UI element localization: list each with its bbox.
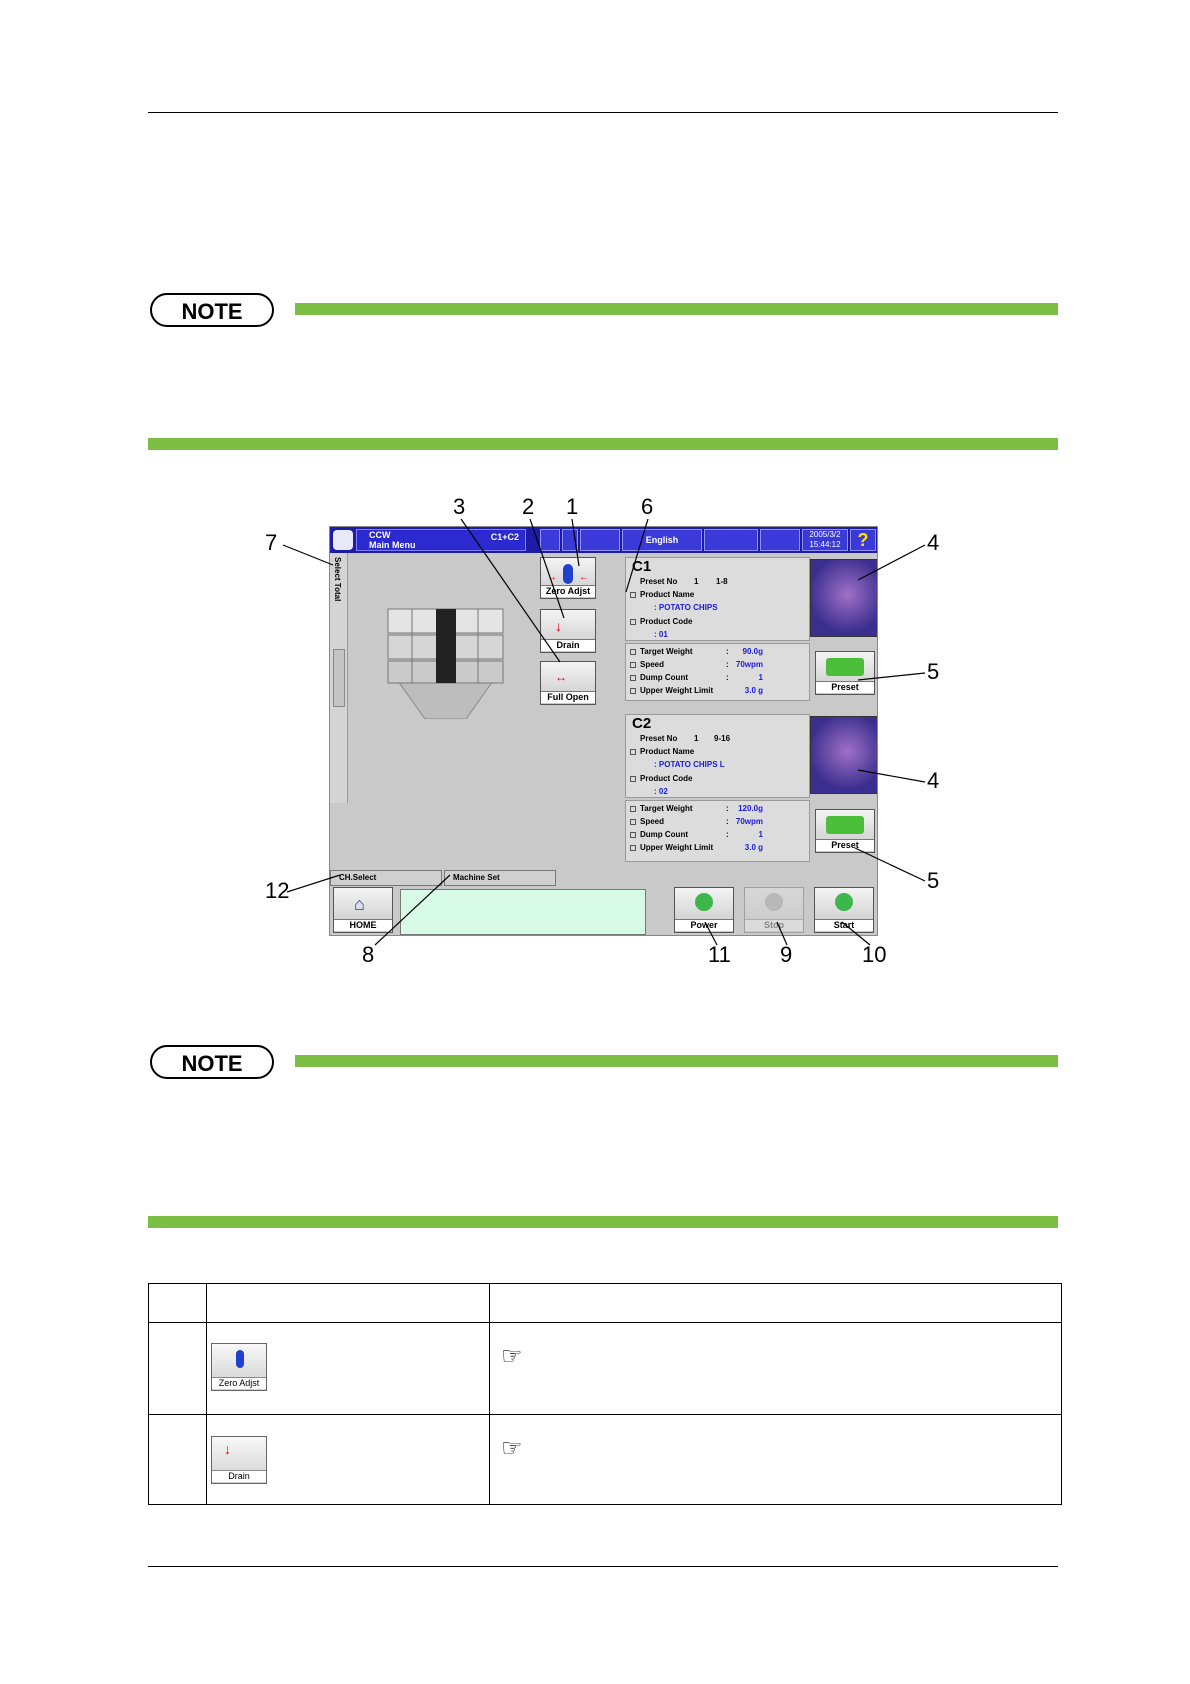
title-bar	[330, 527, 877, 553]
machine-set-tab[interactable]	[444, 870, 556, 886]
zero-adjust-icon	[236, 1350, 244, 1368]
c2-speed-label: Speed	[640, 817, 665, 826]
callout-3: 3	[453, 494, 466, 519]
stop-button[interactable]	[744, 887, 804, 933]
help-icon: ?	[857, 530, 869, 550]
time-text: 15:44:12	[809, 540, 841, 549]
c2-speed: 70wpm	[735, 817, 763, 826]
callout-6: 6	[641, 494, 654, 519]
note-bottom-bar	[148, 438, 1058, 450]
callout-4b: 4	[927, 768, 940, 793]
zero-adjust-icon	[563, 564, 573, 584]
drain-button[interactable]	[540, 609, 596, 653]
c2-target-weight-colon: :	[726, 804, 729, 813]
ch-select-tab[interactable]	[330, 870, 442, 886]
c2-preset-no: 1	[694, 734, 699, 743]
zero-adjust-label: Zero Adjst	[541, 585, 595, 597]
start-label: Start	[815, 919, 873, 931]
callout-11: 11	[708, 942, 731, 967]
language-button[interactable]	[622, 529, 702, 551]
button-description-table	[148, 1283, 1062, 1505]
c2-product-name-label: Product Name	[640, 747, 695, 756]
c2-product-name: : POTATO CHIPS L	[654, 760, 725, 769]
start-button[interactable]	[814, 887, 874, 933]
callout-9: 9	[780, 942, 793, 967]
power-icon	[695, 893, 713, 911]
footer-rule	[148, 1566, 1058, 1567]
callout-5b: 5	[927, 868, 940, 893]
drain-label: Drain	[541, 639, 595, 651]
home-icon: ⌂	[354, 894, 365, 914]
note-label-2: NOTE	[150, 1045, 274, 1079]
c2-speed-colon: :	[726, 817, 729, 826]
c2-dump-count: 1	[758, 830, 763, 839]
table-header-divider	[149, 1322, 1061, 1323]
main-menu-screenshot	[329, 526, 878, 936]
stop-label: Stop	[745, 919, 803, 931]
ch-select-label: CH.Select	[339, 873, 377, 882]
c1-preset-no: 1	[694, 577, 699, 586]
c2-product-code-label: Product Code	[640, 774, 693, 783]
c2-product-code: : 02	[654, 787, 668, 796]
c1-dump-count: 1	[758, 673, 763, 682]
table-col-divider-1	[206, 1284, 207, 1504]
c1-upper-limit-label: Upper Weight Limit	[640, 686, 714, 695]
full-open-label: Full Open	[541, 691, 595, 703]
language-label: English	[645, 535, 679, 545]
date-time	[802, 529, 848, 551]
c2-heads: 9-16	[714, 734, 731, 743]
table-row-divider	[149, 1414, 1061, 1415]
c2-preset-label: Preset	[816, 839, 874, 851]
c1-target-weight: 90.0g	[742, 647, 763, 656]
callout-4a: 4	[927, 530, 940, 555]
start-icon	[835, 893, 853, 911]
callout-10: 10	[862, 942, 887, 967]
callout-12: 12	[265, 878, 290, 903]
zero-adjust-button[interactable]: → ← Zero Adjst	[540, 557, 596, 599]
home-label: HOME	[334, 919, 392, 931]
c1-speed-label: Speed	[640, 660, 665, 669]
table-zero-adjust-label: Zero Adjst	[212, 1377, 266, 1389]
header-rule	[148, 112, 1058, 113]
screen-title-line1: CCW	[369, 530, 391, 540]
callout-8: 8	[362, 942, 375, 967]
c2-upper-limit: 3.0 g	[744, 843, 763, 852]
note-label: NOTE	[150, 293, 274, 327]
c1-preset-label: Preset	[816, 681, 874, 693]
drain-icon: ↓	[555, 618, 562, 634]
reference-hand-icon: ☞	[501, 1343, 523, 1370]
c2-name: C2	[632, 715, 652, 732]
c1-speed-colon: :	[726, 660, 729, 669]
reference-hand-icon-2: ☞	[501, 1435, 523, 1462]
c1-dump-count-colon: :	[726, 673, 729, 682]
c1-info-panel[interactable]	[625, 557, 810, 641]
c1-preset-button[interactable]	[815, 651, 875, 695]
date-text: 2005/3/2	[809, 530, 841, 539]
c1-heads: 1-8	[716, 577, 728, 586]
monitor-icon[interactable]	[760, 529, 800, 551]
list-icon[interactable]	[540, 529, 560, 551]
c1-speed: 70wpm	[735, 660, 763, 669]
hopper-illustration	[378, 599, 513, 719]
ccw-logo-icon	[333, 530, 353, 550]
c2-product-image[interactable]	[810, 716, 878, 794]
c1-dump-count-label: Dump Count	[640, 673, 688, 682]
c1-product-code: : 01	[654, 630, 668, 639]
full-open-icon: ↔	[555, 670, 567, 684]
note-top-bar	[295, 303, 1058, 315]
c1-preset-no-label: Preset No	[640, 577, 678, 586]
preset-icon	[826, 816, 864, 834]
c2-upper-limit-label: Upper Weight Limit	[640, 843, 714, 852]
callout-5a: 5	[927, 659, 940, 684]
c1-product-name: : POTATO CHIPS	[654, 603, 718, 612]
callout-1: 1	[566, 494, 579, 519]
note2-bottom-bar	[148, 1216, 1058, 1228]
message-area	[400, 889, 646, 935]
c2-target-weight: 120.0g	[738, 804, 763, 813]
c1-target-weight-colon: :	[726, 647, 729, 656]
c2-target-weight-label: Target Weight	[640, 804, 693, 813]
power-button[interactable]	[674, 887, 734, 933]
callout-2: 2	[522, 494, 535, 519]
c2-info-panel[interactable]	[625, 714, 810, 798]
help-button[interactable]	[850, 529, 876, 551]
stop-icon	[765, 893, 783, 911]
screen-title-line2: Main Menu	[369, 540, 416, 550]
drain-icon: ↓	[224, 1441, 231, 1457]
table-col-divider-2	[489, 1284, 490, 1504]
c1-product-image[interactable]	[810, 559, 878, 637]
select-total-tab[interactable]	[330, 553, 348, 803]
c1-upper-limit: 3.0 g	[744, 686, 763, 695]
select-total-label: Select Total	[333, 557, 342, 602]
network-icon[interactable]	[580, 529, 620, 551]
c1-target-weight-label: Target Weight	[640, 647, 693, 656]
table-drain-label: Drain	[212, 1470, 266, 1482]
note2-top-bar	[295, 1055, 1058, 1067]
table-row-zero-adjust-icon	[211, 1343, 267, 1391]
preset-icon	[826, 658, 864, 676]
c2-dump-count-colon: :	[726, 830, 729, 839]
full-open-button[interactable]	[540, 661, 596, 705]
print-icon[interactable]	[562, 529, 578, 551]
machine-set-label: Machine Set	[453, 873, 500, 882]
c1-name: C1	[632, 558, 652, 575]
sidebar-handle[interactable]	[333, 649, 345, 707]
c2-dump-count-label: Dump Count	[640, 830, 688, 839]
c2-preset-button[interactable]	[815, 809, 875, 853]
status-lamps-icon	[704, 529, 758, 551]
c2-weight-panel[interactable]	[625, 800, 810, 862]
c1-product-code-label: Product Code	[640, 617, 693, 626]
c1-product-name-label: Product Name	[640, 590, 695, 599]
callout-7: 7	[265, 530, 278, 555]
c2-preset-no-label: Preset No	[640, 734, 678, 743]
channel-indicator: C1+C2	[490, 532, 519, 542]
screen-title	[356, 529, 526, 551]
table-row-drain-icon	[211, 1436, 267, 1484]
home-button[interactable]	[333, 887, 393, 933]
power-label: Power	[675, 919, 733, 931]
c1-weight-panel[interactable]	[625, 643, 810, 701]
